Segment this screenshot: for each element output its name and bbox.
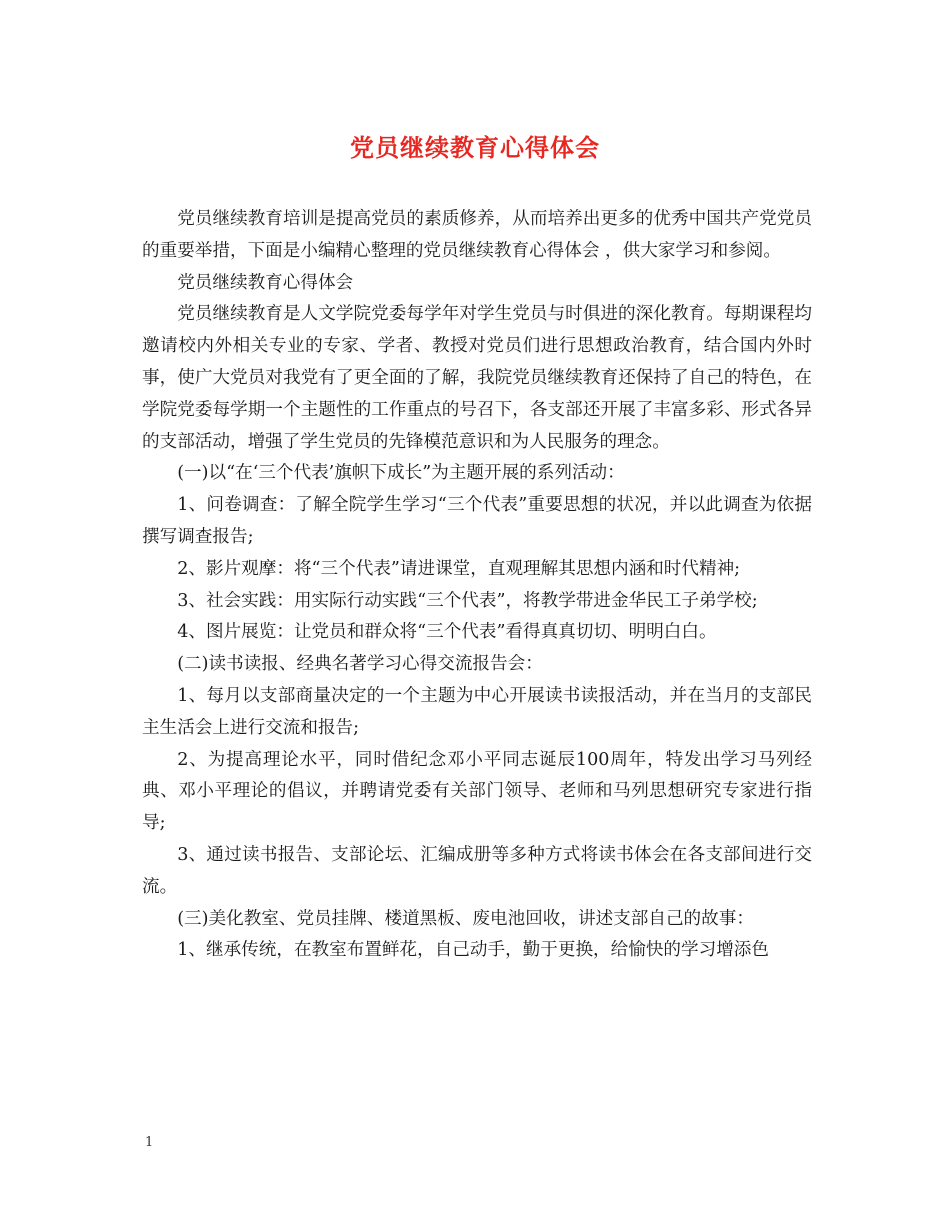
paragraph-overview: 党员继续教育是人文学院党委每学年对学生党员与时俱进的深化教育。每期课程均邀请校内外相关专业的专家、学者、教授对党员们进行思想政治教育，结合国内外时事，使广大党员对我党有了更全面的了解，我院党员继续教育还保持了自己的特色，在学院党委每学期一个主题性的工作重点的号召下，各支部还开展了丰富多彩、形式各异的支部活动，增强了学生党员的先锋模范意识和为人民服务的理念。 xyxy=(142,304,812,452)
page-number: 1 xyxy=(145,1135,154,1150)
list-item: 3、社会实践：用实际行动实践“三个代表”，将教学带进金华民工子弟学校; xyxy=(177,590,758,611)
list-item: 1、继承传统，在教室布置鲜花，自己动手，勤于更换，给愉快的学习增添色 xyxy=(177,940,769,961)
section-heading-2: (二)读书读报、经典名著学习心得交流报告会： xyxy=(177,654,543,675)
list-item: 1、每月以支部商量决定的一个主题为中心开展读书读报活动，并在当月的支部民主生活会上进行交流和报告; xyxy=(142,685,812,738)
section-heading-3: (三)美化教室、党员挂牌、楼道黑板、废电池回收，讲述支部自己的故事： xyxy=(177,908,754,929)
document-title: 党员继续教育心得体会 xyxy=(350,133,600,162)
list-item: 2、为提高理论水平，同时借纪念邓小平同志诞辰100周年，特发出学习马列经典、邓小平理论的倡议，并聘请党委有关部门领导、老师和马列思想研究专家进行指导; xyxy=(142,749,812,834)
paragraph-subtitle: 党员继续教育心得体会 xyxy=(177,272,354,293)
list-item: 3、通过读书报告、支部论坛、汇编成册等多种方式将读书体会在各支部间进行交流。 xyxy=(142,844,812,897)
section-heading-1: (一)以“在‘三个代表’旗帜下成长”为主题开展的系列活动： xyxy=(177,463,625,484)
list-item: 2、影片观摩：将“三个代表”请进课堂，直观理解其思想内涵和时代精神; xyxy=(177,558,741,579)
list-item: 4、图片展览：让党员和群众将“三个代表”看得真真切切、明明白白。 xyxy=(177,622,717,643)
paragraph-intro: 党员继续教育培训是提高党员的素质修养，从而培养出更多的优秀中国共产党党员的重要举措，下面是小编精心整理的党员继续教育心得体会 ，供大家学习和参阅。 xyxy=(142,209,812,261)
document-body xyxy=(142,204,812,967)
list-item: 1、问卷调查：了解全院学生学习“三个代表”重要思想的状况，并以此调查为依据撰写调查报告; xyxy=(142,495,812,547)
